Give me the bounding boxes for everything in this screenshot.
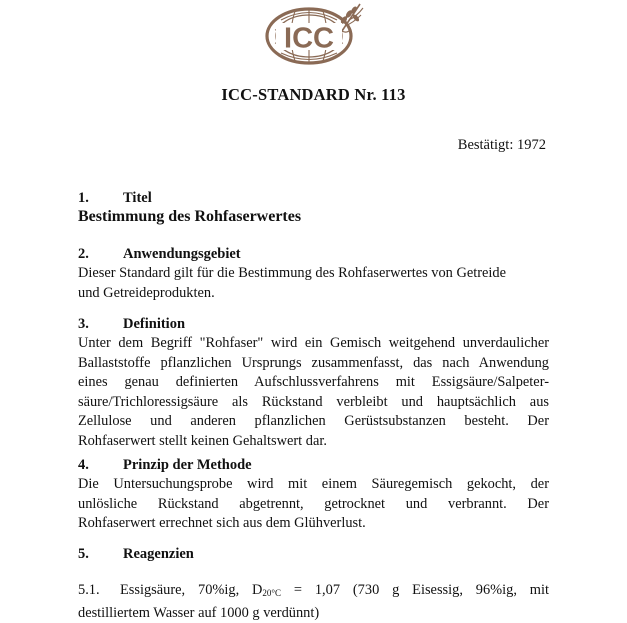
section-heading [78,315,549,333]
reagent-text: Essigsäure, 70%ig, D [120,582,263,598]
section-heading [78,456,549,474]
reagent-line-2: destilliertem Wasser auf 1000 g verdünnt) [78,605,320,621]
section-title [78,189,549,227]
document-title: ICC-STANDARD Nr. 113 [221,85,406,104]
section-heading-text: Reagenzien [123,546,194,562]
section-heading [78,245,549,263]
section-heading [78,189,549,207]
section-number: 5. [78,546,89,562]
section-principle [78,456,549,534]
text-line: unlösliche Rückstand abgetrennt, getrocknet und verbrannt. Der [78,495,549,512]
reagent-item [78,580,549,623]
section-heading-text: Definition [123,316,186,332]
section-number: 1. [78,190,89,206]
section-number: 4. [78,457,89,473]
section-heading-text: Titel [123,190,152,206]
text-line: säure/Trichloressigsäure als Rückstand verbleibt und hauptsächlich aus [78,393,549,410]
text-line: Rohfaserwert errechnet sich aus dem Glühverlust. [78,515,366,531]
section-body [78,264,549,303]
reagent-text-cont: = 1,07 (730 g Eisessig, 96%ig, mit [281,582,550,598]
text-line: Dieser Standard gilt für die Bestimmung des Rohfaserwertes von Getreide [78,265,507,281]
text-line: Zellulose und anderen pflanzlichen Gerüstsubstanzen besteht. Der [78,413,549,429]
text-line: eines genau definierten Aufschlussverfahrens mit Essigsäure/Salpeter- [78,374,549,390]
text-line: und Getreideprodukten. [78,284,215,301]
text-line: Ballaststoffe pflanzlichen Ursprungs zusammenfasst, das nach Anwendung [78,354,549,371]
section-body [78,334,549,451]
section-heading-text: Prinzip der Methode [123,457,252,473]
standard-subtitle: Bestimmung des Rohfaserwertes [78,208,302,225]
section-number: 2. [78,246,89,262]
section-number: 3. [78,316,89,332]
section-heading [78,545,549,563]
reagent-number: 5.1. [78,582,100,598]
logo-text: ICC [284,22,334,55]
section-reagents [78,545,549,563]
section-heading-text: Anwendungsgebiet [123,246,241,262]
text-line: Die Untersuchungsprobe wird mit einem Säuregemisch gekocht, der [78,476,549,492]
icc-logo-graphic [263,2,365,66]
reagent-line [78,580,549,603]
icc-logo [263,2,365,66]
section-definition [78,315,549,451]
section-body [78,475,549,534]
text-line: Rohfaserwert stellt keinen Gehaltswert dar. [78,432,327,449]
temperature-subscript: 20°C [262,588,282,598]
section-scope [78,245,549,303]
confirmation-date: Bestätigt: 1972 [457,137,546,153]
text-line: Unter dem Begriff "Rohfaser" wird ein Gemisch weitgehend unverdaulicher [78,335,549,351]
